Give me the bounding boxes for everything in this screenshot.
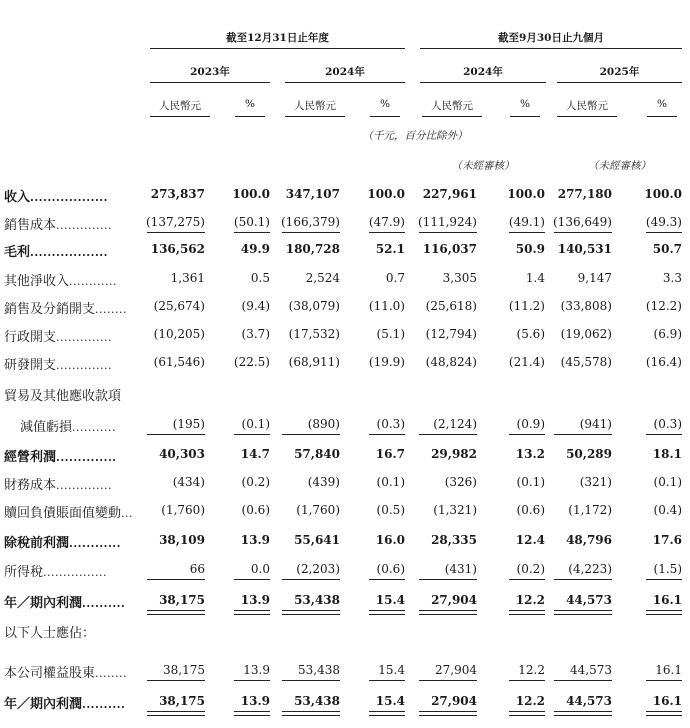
- cell-amount: 44,573: [566, 593, 612, 607]
- cell-percent: (0.9): [516, 417, 545, 431]
- row-leader-dots: ..............: [56, 331, 112, 344]
- cell-percent: 50.9: [515, 242, 545, 256]
- cell-amount: (17,532): [288, 327, 340, 341]
- cell-amount: 53,438: [294, 694, 340, 708]
- row-leader-dots: ........: [95, 667, 127, 680]
- header-year-2025: 2025年: [599, 66, 640, 78]
- cell-percent: 12.2: [518, 663, 545, 677]
- row-leader-dots: ..............: [56, 359, 112, 372]
- row-leader-dots: ...........: [72, 421, 116, 434]
- subheader-rule: [235, 116, 265, 117]
- row-label-text: 貿易及其他應收款項: [4, 389, 122, 404]
- cell-percent: 15.4: [378, 663, 405, 677]
- row-label: [4, 662, 127, 681]
- cell-percent: 52.1: [375, 242, 405, 256]
- cell-amount: (38,079): [288, 299, 340, 313]
- cell-amount: (1,760): [296, 503, 340, 517]
- subtotal-rule: [509, 680, 545, 681]
- cell-percent: 15.4: [375, 593, 405, 607]
- cell-percent: (21.4): [508, 355, 545, 369]
- cell-amount: (137,275): [146, 215, 205, 229]
- subtotal-rule: [369, 680, 405, 681]
- row-label-text: 行政開支: [4, 330, 57, 345]
- cell-percent: 100.0: [507, 187, 545, 201]
- cell-amount: 38,175: [159, 593, 205, 607]
- subheader-pct: %: [380, 98, 390, 110]
- cell-percent: 13.2: [515, 447, 545, 461]
- subtotal-rule: [234, 579, 270, 580]
- cell-percent: 13.9: [240, 694, 270, 708]
- cell-percent: (0.1): [516, 475, 545, 489]
- row-label-text: 所得稅: [4, 565, 44, 580]
- cell-percent: (6.9): [653, 327, 682, 341]
- cell-percent: (0.3): [376, 417, 405, 431]
- cell-percent: 100.0: [232, 187, 270, 201]
- cell-amount: 277,180: [557, 187, 612, 201]
- cell-amount: 27,904: [431, 694, 477, 708]
- cell-percent: 49.9: [240, 242, 270, 256]
- row-label-text: 收入: [4, 190, 31, 205]
- row-leader-dots: ..................: [30, 191, 108, 204]
- cell-amount: 29,982: [431, 447, 477, 461]
- row-leader-dots: ..................: [30, 246, 108, 259]
- row-label-text: 贖回負債賬面值變動: [4, 506, 122, 521]
- cell-percent: (3.7): [241, 327, 270, 341]
- cell-percent: (0.6): [241, 503, 270, 517]
- cell-percent: (16.4): [645, 355, 682, 369]
- subtotal-rule: [369, 232, 405, 233]
- row-leader-dots: ..............: [56, 219, 112, 232]
- cell-amount: 53,438: [298, 663, 340, 677]
- total-double-rule: [509, 610, 545, 615]
- cell-amount: (166,379): [281, 215, 340, 229]
- cell-percent: (49.3): [645, 215, 682, 229]
- cell-amount: (68,911): [288, 355, 340, 369]
- total-double-rule: [646, 711, 682, 716]
- year-rule-2024-9m: [420, 82, 546, 83]
- cell-percent: (19.9): [368, 355, 405, 369]
- cell-percent: 15.4: [375, 694, 405, 708]
- cell-percent: (0.2): [241, 475, 270, 489]
- year-rule-2025: [557, 82, 682, 83]
- cell-percent: 12.4: [515, 533, 545, 547]
- subtotal-rule: [282, 680, 340, 681]
- subtotal-rule: [554, 232, 612, 233]
- cell-amount: 136,562: [150, 242, 205, 256]
- total-double-rule: [369, 711, 405, 716]
- subheader-rule: [370, 116, 400, 117]
- cell-amount: (195): [172, 417, 205, 431]
- row-leader-dots: ..........: [82, 597, 126, 610]
- row-label: [4, 385, 121, 404]
- header-rule-9m: [420, 48, 682, 49]
- subtotal-rule: [419, 434, 477, 435]
- cell-amount: 44,573: [570, 663, 612, 677]
- row-label: [4, 446, 117, 465]
- cell-amount: (4,223): [568, 562, 612, 576]
- row-leader-dots: ................: [43, 566, 107, 579]
- header-group-fy: 截至12月31日止年度: [226, 32, 329, 44]
- row-label-text: 銷售成本: [4, 218, 57, 233]
- cell-percent: (47.9): [368, 215, 405, 229]
- subheader-rule: [510, 116, 540, 117]
- cell-amount: (45,578): [560, 355, 612, 369]
- cell-percent: (0.3): [653, 417, 682, 431]
- total-double-rule: [554, 610, 612, 615]
- cell-percent: (0.1): [241, 417, 270, 431]
- row-label-text: 本公司權益股東: [4, 666, 96, 681]
- cell-percent: 16.1: [655, 663, 682, 677]
- unaudited-note-2025: （未經審核）: [588, 160, 651, 172]
- subtotal-rule: [509, 434, 545, 435]
- header-year-2024-9m: 2024年: [463, 66, 503, 78]
- subtotal-rule: [419, 232, 477, 233]
- cell-amount: 27,904: [431, 593, 477, 607]
- total-double-rule: [554, 711, 612, 716]
- year-rule-2023: [150, 82, 270, 83]
- cell-amount: (941): [579, 417, 612, 431]
- row-label-text: 除稅前利潤: [4, 536, 70, 551]
- cell-percent: (5.1): [376, 327, 405, 341]
- cell-amount: 1,361: [170, 271, 205, 285]
- subheader-rule: [150, 116, 210, 117]
- cell-amount: 273,837: [150, 187, 205, 201]
- unit-note: （千元，百分比除外）: [362, 130, 468, 142]
- cell-percent: (5.6): [516, 327, 545, 341]
- cell-percent: 16.1: [652, 593, 682, 607]
- cell-amount: 38,109: [159, 533, 205, 547]
- cell-percent: 18.1: [652, 447, 682, 461]
- subtotal-rule: [282, 434, 340, 435]
- total-double-rule: [369, 610, 405, 615]
- cell-amount: (136,649): [553, 215, 612, 229]
- total-double-rule: [147, 610, 205, 615]
- subheader-rmb: 人民幣元: [294, 100, 336, 112]
- total-double-rule: [234, 610, 270, 615]
- cell-amount: (890): [307, 417, 340, 431]
- cell-percent: (0.6): [376, 562, 405, 576]
- row-label-text: 財務成本: [4, 478, 57, 493]
- cell-percent: 100.0: [644, 187, 682, 201]
- cell-percent: (0.1): [376, 475, 405, 489]
- subtotal-rule: [234, 434, 270, 435]
- subtotal-rule: [147, 232, 205, 233]
- row-label-text: 經營利潤: [4, 450, 57, 465]
- subtotal-rule: [234, 680, 270, 681]
- row-label-text: 其他淨收入: [4, 274, 70, 289]
- cell-amount: (1,172): [568, 503, 612, 517]
- row-leader-dots: ........: [95, 303, 127, 316]
- row-label: [4, 693, 125, 712]
- subtotal-rule: [509, 579, 545, 580]
- total-double-rule: [509, 711, 545, 716]
- header-year-2023: 2023年: [190, 66, 230, 78]
- cell-percent: (9.4): [241, 299, 270, 313]
- subheader-pct: %: [657, 98, 667, 110]
- cell-amount: 66: [189, 562, 205, 576]
- subheader-rmb: 人民幣元: [566, 100, 608, 112]
- cell-amount: 48,796: [566, 533, 612, 547]
- subtotal-rule: [646, 434, 682, 435]
- cell-percent: 17.6: [652, 533, 682, 547]
- subtotal-rule: [419, 680, 477, 681]
- subtotal-rule: [554, 680, 612, 681]
- subheader-rule: [557, 116, 617, 117]
- cell-amount: 57,840: [294, 447, 340, 461]
- subheader-pct: %: [520, 98, 530, 110]
- unaudited-note-2024: （未經審核）: [451, 160, 515, 172]
- row-leader-dots: ............: [69, 537, 121, 550]
- cell-amount: 40,303: [159, 447, 205, 461]
- cell-amount: 55,641: [294, 533, 340, 547]
- cell-amount: 3,305: [442, 271, 477, 285]
- cell-amount: (326): [444, 475, 477, 489]
- subheader-rule: [647, 116, 677, 117]
- row-leader-dots: ..............: [56, 479, 112, 492]
- row-label: [4, 186, 108, 205]
- row-label: [4, 592, 125, 611]
- subheader-pct: %: [245, 98, 255, 110]
- cell-amount: 53,438: [294, 593, 340, 607]
- cell-percent: (0.6): [516, 503, 545, 517]
- row-label: [4, 622, 95, 641]
- cell-amount: 28,335: [431, 533, 477, 547]
- row-label: [4, 532, 121, 551]
- cell-amount: 347,107: [285, 187, 340, 201]
- row-label-text: 研發開支: [4, 358, 57, 373]
- cell-amount: (25,674): [153, 299, 205, 313]
- row-label: [4, 326, 112, 345]
- subheader-rmb: 人民幣元: [431, 100, 473, 112]
- cell-amount: (321): [579, 475, 612, 489]
- subtotal-rule: [147, 680, 205, 681]
- cell-percent: (11.2): [508, 299, 545, 313]
- subheader-rule: [285, 116, 345, 117]
- subtotal-rule: [369, 579, 405, 580]
- subtotal-rule: [234, 232, 270, 233]
- row-label: [4, 561, 107, 580]
- row-label: [4, 298, 127, 317]
- cell-amount: 180,728: [285, 242, 340, 256]
- cell-percent: 0.0: [250, 562, 270, 576]
- cell-amount: (2,124): [433, 417, 477, 431]
- cell-amount: 116,037: [422, 242, 477, 256]
- header-group-9m: 截至9月30日止九個月: [498, 32, 604, 44]
- cell-percent: 12.2: [515, 593, 545, 607]
- subtotal-rule: [147, 579, 205, 580]
- cell-amount: (25,618): [425, 299, 477, 313]
- cell-percent: (22.5): [233, 355, 270, 369]
- cell-percent: (0.1): [653, 475, 682, 489]
- row-label-text: 毛利: [4, 245, 31, 260]
- cell-percent: 3.3: [662, 271, 682, 285]
- row-leader-dots: ..........: [82, 698, 126, 711]
- row-label: [4, 354, 112, 373]
- row-label: [4, 502, 133, 521]
- cell-amount: 44,573: [566, 694, 612, 708]
- row-leader-dots: ..............: [56, 451, 117, 464]
- row-label: [4, 214, 112, 233]
- total-double-rule: [646, 610, 682, 615]
- cell-amount: (48,824): [425, 355, 477, 369]
- cell-percent: 13.9: [240, 533, 270, 547]
- cell-amount: (10,205): [153, 327, 205, 341]
- subtotal-rule: [419, 579, 477, 580]
- row-leader-dots: ...: [121, 507, 134, 520]
- row-label-text: 年／期內利潤: [4, 596, 83, 611]
- cell-percent: 50.7: [652, 242, 682, 256]
- cell-percent: 12.2: [515, 694, 545, 708]
- cell-amount: 38,175: [163, 663, 205, 677]
- total-double-rule: [282, 711, 340, 716]
- cell-percent: (50.1): [233, 215, 270, 229]
- cell-amount: 38,175: [159, 694, 205, 708]
- subtotal-rule: [646, 579, 682, 580]
- row-label-text: 以下人士應佔：: [4, 626, 96, 641]
- cell-amount: 140,531: [557, 242, 612, 256]
- subtotal-rule: [646, 680, 682, 681]
- cell-percent: 1.4: [525, 271, 545, 285]
- cell-amount: (1,321): [433, 503, 477, 517]
- row-label: [4, 474, 112, 493]
- cell-amount: 50,289: [566, 447, 612, 461]
- cell-percent: (0.2): [516, 562, 545, 576]
- row-label: [4, 241, 108, 260]
- total-double-rule: [419, 711, 477, 716]
- subtotal-rule: [646, 232, 682, 233]
- cell-amount: (33,808): [560, 299, 612, 313]
- cell-amount: (2,203): [296, 562, 340, 576]
- cell-amount: (439): [307, 475, 340, 489]
- subtotal-rule: [554, 579, 612, 580]
- subtotal-rule: [369, 434, 405, 435]
- cell-percent: (12.2): [645, 299, 682, 313]
- cell-percent: 13.9: [240, 593, 270, 607]
- subtotal-rule: [554, 434, 612, 435]
- cell-amount: (431): [444, 562, 477, 576]
- cell-amount: 2,524: [305, 271, 340, 285]
- row-label-text: 年／期內利潤: [4, 697, 83, 712]
- cell-amount: 9,147: [577, 271, 612, 285]
- total-double-rule: [147, 711, 205, 716]
- row-label-text: 減值虧損: [20, 420, 73, 435]
- cell-percent: 0.7: [385, 271, 405, 285]
- row-label-text: 銷售及分銷開支: [4, 302, 96, 317]
- cell-amount: (19,062): [560, 327, 612, 341]
- subtotal-rule: [282, 579, 340, 580]
- subtotal-rule: [147, 434, 205, 435]
- subtotal-rule: [509, 232, 545, 233]
- row-label: [4, 270, 117, 289]
- subheader-rmb: 人民幣元: [159, 100, 201, 112]
- year-rule-2024-fy: [285, 82, 405, 83]
- cell-amount: (61,546): [153, 355, 205, 369]
- cell-percent: 100.0: [367, 187, 405, 201]
- subtotal-rule: [282, 232, 340, 233]
- cell-percent: (11.0): [368, 299, 405, 313]
- cell-amount: (12,794): [425, 327, 477, 341]
- header-rule-fy: [150, 48, 405, 49]
- cell-amount: (111,924): [418, 215, 477, 229]
- cell-amount: 27,904: [435, 663, 477, 677]
- total-double-rule: [234, 711, 270, 716]
- total-double-rule: [419, 610, 477, 615]
- cell-percent: 16.7: [375, 447, 405, 461]
- subheader-rule: [422, 116, 482, 117]
- cell-percent: (0.5): [376, 503, 405, 517]
- row-label: [20, 416, 116, 435]
- total-double-rule: [282, 610, 340, 615]
- cell-percent: 13.9: [243, 663, 270, 677]
- cell-percent: (0.4): [653, 503, 682, 517]
- row-leader-dots: ............: [69, 275, 117, 288]
- cell-percent: 16.0: [375, 533, 405, 547]
- cell-percent: (1.5): [653, 562, 682, 576]
- cell-percent: (49.1): [508, 215, 545, 229]
- header-year-2024-fy: 2024年: [325, 66, 365, 78]
- cell-percent: 0.5: [250, 271, 270, 285]
- cell-amount: (1,760): [161, 503, 205, 517]
- cell-percent: 16.1: [652, 694, 682, 708]
- cell-percent: 14.7: [240, 447, 270, 461]
- cell-amount: 227,961: [422, 187, 477, 201]
- cell-amount: (434): [172, 475, 205, 489]
